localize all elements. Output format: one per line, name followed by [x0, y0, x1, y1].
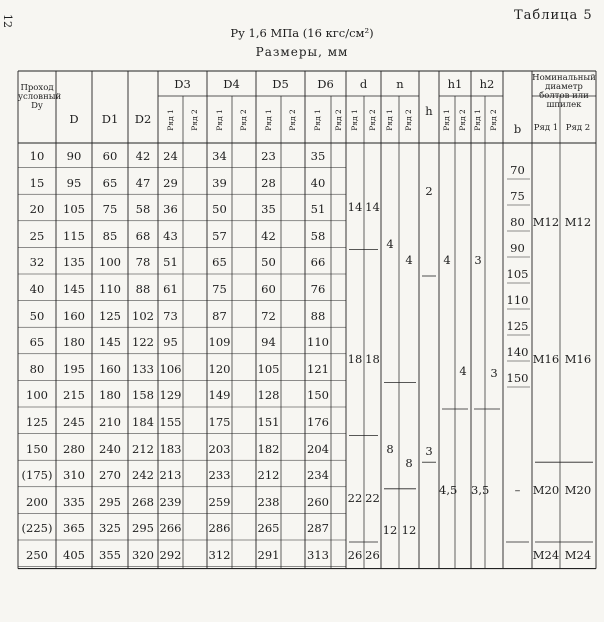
cell-bolt-row1: M24: [532, 548, 560, 562]
cell-D1: 325: [99, 521, 121, 536]
cell-D1: 75: [102, 202, 118, 217]
cell-D6: 88: [310, 308, 326, 323]
cell-D2: 295: [132, 521, 154, 536]
header-bolt: Номинальный диаметр болтов или шпилек: [532, 73, 596, 110]
cell-b: 75: [510, 189, 525, 203]
cell-D1: 100: [99, 255, 121, 270]
cell-D: 115: [63, 228, 85, 243]
header-D6: D6: [317, 77, 334, 91]
cell-D3: 183: [159, 441, 182, 456]
cell-D3: 266: [159, 521, 182, 536]
cell-n-row2: 12: [401, 523, 417, 538]
cell-D5: 35: [261, 202, 276, 217]
cell-D1: 160: [99, 361, 121, 376]
cell-d-row1: 26: [347, 548, 363, 562]
cell-bolt-row2: M20: [564, 482, 592, 497]
cell-D6: 150: [307, 388, 329, 403]
cell-bolt-row2: M24: [564, 548, 592, 562]
cell-n-row2: 8: [405, 455, 413, 470]
cell-D5: 105: [257, 361, 280, 376]
header-n: n: [396, 77, 404, 91]
cell-b: 90: [510, 241, 525, 255]
cell-D6: 76: [310, 282, 326, 296]
header-row2-d: Ряд 2: [367, 109, 377, 131]
cell-D6: 234: [307, 468, 329, 483]
header-h: h: [425, 104, 433, 118]
cell-D3: 61: [163, 282, 178, 296]
cell-D: 310: [63, 468, 85, 483]
cell-D: 160: [63, 308, 85, 323]
cell-D4: 175: [208, 415, 231, 429]
cell-D2: 58: [135, 202, 151, 217]
cell-D2: 47: [135, 175, 151, 190]
cell-D: 280: [63, 441, 85, 456]
cell-h: 2: [425, 184, 433, 199]
header-passage: Проход условный Dу: [18, 83, 62, 111]
cell-D6: 121: [307, 361, 329, 376]
header-row1-h1: Ряд 1: [442, 109, 451, 131]
cell-dy: 20: [29, 202, 45, 217]
cell-dy: 200: [26, 494, 48, 509]
cell-D6: 58: [310, 228, 326, 243]
cell-bolt-row2: M12: [564, 214, 592, 229]
cell-b: 140: [506, 345, 529, 359]
header-row2-h2: Ряд 2: [489, 109, 498, 131]
cell-dy: 10: [29, 149, 45, 163]
cell-D1: 145: [99, 335, 121, 350]
cell-D2: 133: [132, 361, 154, 376]
cell-D1: 355: [99, 548, 121, 562]
header-bolt-row2: Ряд 2: [565, 123, 591, 133]
cell-D6: 204: [307, 441, 329, 456]
cell-D4: 120: [208, 361, 231, 376]
cell-dy: 32: [29, 255, 45, 270]
cell-D2: 320: [132, 548, 154, 562]
cell-D: 145: [63, 282, 85, 296]
cell-dy: 250: [26, 548, 48, 562]
cell-d-row1: 22: [347, 490, 363, 505]
cell-n-row2: 4: [405, 253, 413, 268]
cell-D5: 212: [257, 468, 280, 483]
cell-h1-row1: 4,5: [439, 482, 458, 497]
cell-dy: 25: [29, 228, 45, 243]
cell-b: 150: [506, 371, 529, 385]
cell-D1: 65: [102, 175, 118, 190]
cell-D4: 65: [212, 255, 227, 270]
header-row1-d: Ряд 1: [350, 109, 359, 131]
cell-D6: 51: [310, 202, 326, 217]
cell-h1-row1: 4: [443, 253, 451, 268]
cell-D4: 57: [212, 228, 227, 243]
cell-dy: 15: [29, 175, 45, 190]
cell-b: 80: [510, 215, 525, 229]
cell-D4: 203: [208, 441, 231, 456]
cell-D3: 51: [163, 255, 178, 270]
cell-bolt-row1: M16: [532, 351, 560, 366]
page-number: 12: [1, 14, 14, 28]
cell-D2: 242: [132, 468, 154, 483]
cell-D2: 42: [135, 149, 151, 163]
cell-D4: 312: [208, 548, 231, 562]
cell-h1-row2: 4: [459, 363, 467, 378]
cell-D: 195: [63, 361, 85, 376]
cell-D2: 122: [132, 335, 154, 350]
header-h2: h2: [479, 77, 495, 91]
cell-d-row2: 22: [365, 490, 380, 505]
cell-d-row2: 14: [365, 200, 380, 215]
cell-D3: 129: [159, 388, 182, 403]
header-d: d: [359, 77, 368, 91]
cell-D5: 151: [257, 415, 280, 429]
cell-dy: 80: [29, 361, 45, 376]
header-D5: D5: [272, 77, 289, 91]
header-bolt-row1: Ряд 1: [533, 123, 559, 133]
pressure-caption: Pу 1,6 МПа (16 кгс/см²): [230, 26, 374, 40]
cell-D4: 259: [208, 494, 231, 509]
header-h1: h1: [447, 77, 463, 91]
cell-D5: 291: [257, 548, 280, 562]
cell-D6: 287: [307, 521, 329, 536]
cell-D3: 106: [159, 361, 182, 376]
dimensions-caption: Размеры, мм: [255, 45, 349, 59]
cell-D5: 60: [261, 282, 276, 296]
cell-D2: 184: [132, 415, 154, 429]
header-row1-D4: Ряд 1: [214, 109, 224, 131]
cell-D: 95: [66, 175, 82, 190]
cell-D5: 42: [261, 228, 276, 243]
header-D4: D4: [223, 77, 240, 91]
cell-D3: 24: [163, 149, 178, 163]
cell-D: 405: [63, 548, 85, 562]
cell-D: 335: [63, 494, 85, 509]
cell-D1: 270: [99, 468, 121, 483]
cell-b: 110: [506, 293, 529, 307]
header-row2-h1: Ряд 2: [458, 109, 467, 131]
header-row2-D6: Ряд 2: [333, 109, 343, 131]
cell-dy: 50: [29, 308, 45, 323]
cell-D: 135: [63, 255, 85, 270]
cell-dy: (175): [21, 468, 53, 483]
cell-h: 3: [425, 443, 433, 458]
cell-D3: 95: [163, 335, 178, 350]
cell-d-row2: 26: [365, 548, 380, 562]
header-row1-D3: Ряд 1: [165, 109, 175, 131]
cell-bolt-row1: M12: [532, 214, 560, 229]
cell-D6: 260: [307, 494, 329, 509]
cell-D: 90: [66, 149, 82, 163]
cell-n-row1: 8: [386, 441, 394, 456]
cell-D6: 40: [310, 175, 326, 190]
header-row1-h2: Ряд 1: [473, 109, 482, 131]
header-row1-D6: Ряд 1: [313, 109, 322, 131]
cell-d-row1: 18: [347, 351, 363, 366]
cell-D3: 43: [163, 228, 178, 243]
cell-D4: 109: [208, 335, 231, 350]
cell-D: 180: [63, 335, 85, 350]
header-D2: D2: [134, 112, 152, 126]
header-row1-D5: Ряд 1: [263, 109, 273, 131]
cell-D1: 180: [99, 388, 121, 403]
cell-D1: 85: [102, 228, 118, 243]
cell-D5: 182: [257, 441, 280, 456]
table-label: Таблица 5: [514, 8, 593, 23]
cell-D3: 29: [163, 175, 178, 190]
cell-bolt-row1: M20: [532, 482, 560, 497]
cell-D5: 128: [257, 388, 280, 403]
cell-D1: 125: [99, 308, 121, 323]
cell-D5: 28: [261, 175, 276, 190]
cell-D5: 94: [261, 335, 276, 350]
header-row2-D5: Ряд 2: [288, 109, 297, 131]
cell-D2: 212: [132, 441, 154, 456]
cell-D4: 233: [208, 468, 231, 483]
cell-d-row1: 14: [347, 200, 363, 215]
cell-D3: 155: [159, 415, 182, 429]
cell-D1: 110: [99, 282, 121, 296]
cell-n-row1: 4: [386, 237, 394, 252]
cell-D2: 88: [135, 282, 151, 296]
cell-dy: (225): [21, 521, 53, 536]
cell-D1: 210: [99, 415, 121, 429]
cell-D1: 240: [99, 441, 121, 456]
header-D3: D3: [174, 77, 191, 91]
cell-b: 105: [506, 267, 529, 281]
header-D1: D1: [101, 112, 119, 126]
cell-D4: 50: [212, 202, 227, 217]
cell-D: 105: [63, 202, 85, 217]
cell-dy: 65: [29, 335, 45, 350]
cell-bolt-row2: M16: [564, 351, 592, 366]
cell-D2: 158: [132, 388, 154, 403]
cell-d-row2: 18: [365, 351, 380, 366]
cell-b: 70: [510, 163, 525, 177]
cell-b-dash: –: [514, 482, 521, 497]
cell-D3: 36: [163, 202, 178, 217]
cell-D2: 68: [135, 228, 151, 243]
cell-D6: 110: [307, 335, 329, 350]
cell-D5: 238: [257, 494, 280, 509]
cell-D4: 75: [212, 282, 227, 296]
header-row2-D4: Ряд 2: [239, 109, 248, 131]
cell-D3: 213: [159, 468, 182, 483]
cell-D: 245: [63, 415, 85, 429]
cell-D2: 268: [132, 494, 154, 509]
cell-b: 125: [506, 319, 529, 333]
cell-D6: 176: [307, 415, 329, 429]
cell-D4: 286: [208, 521, 231, 536]
cell-D2: 102: [132, 308, 154, 323]
cell-dy: 125: [26, 415, 48, 429]
cell-D3: 292: [159, 548, 182, 562]
cell-D4: 87: [212, 308, 227, 323]
cell-D5: 50: [261, 255, 276, 270]
cell-D1: 60: [102, 149, 118, 163]
cell-dy: 100: [26, 388, 48, 403]
header-row2-D3: Ряд 2: [190, 109, 199, 131]
cell-D3: 239: [159, 494, 182, 509]
cell-D3: 73: [163, 308, 178, 323]
cell-D5: 72: [261, 308, 276, 323]
cell-n-row1: 12: [382, 523, 398, 538]
header-b: b: [513, 122, 522, 136]
cell-dy: 150: [26, 441, 48, 456]
cell-D5: 265: [257, 521, 280, 536]
header-row1-n: Ряд 1: [385, 109, 394, 131]
cell-D6: 35: [310, 149, 326, 163]
cell-D: 215: [63, 388, 85, 403]
header-D: D: [69, 112, 79, 126]
cell-D5: 23: [261, 149, 276, 163]
cell-h2-row1: 3: [474, 253, 482, 268]
cell-D4: 149: [208, 388, 231, 403]
cell-D: 365: [63, 521, 85, 536]
header-row2-n: Ряд 2: [404, 109, 413, 131]
cell-D4: 39: [212, 175, 227, 190]
cell-D2: 78: [135, 255, 151, 270]
cell-D4: 34: [212, 149, 227, 163]
cell-h2-row2: 3: [490, 365, 498, 380]
cell-dy: 40: [29, 282, 45, 296]
cell-D1: 295: [99, 494, 121, 509]
cell-h2-row1: 3,5: [471, 482, 490, 497]
cell-D6: 66: [310, 255, 326, 270]
cell-D6: 313: [307, 548, 329, 562]
